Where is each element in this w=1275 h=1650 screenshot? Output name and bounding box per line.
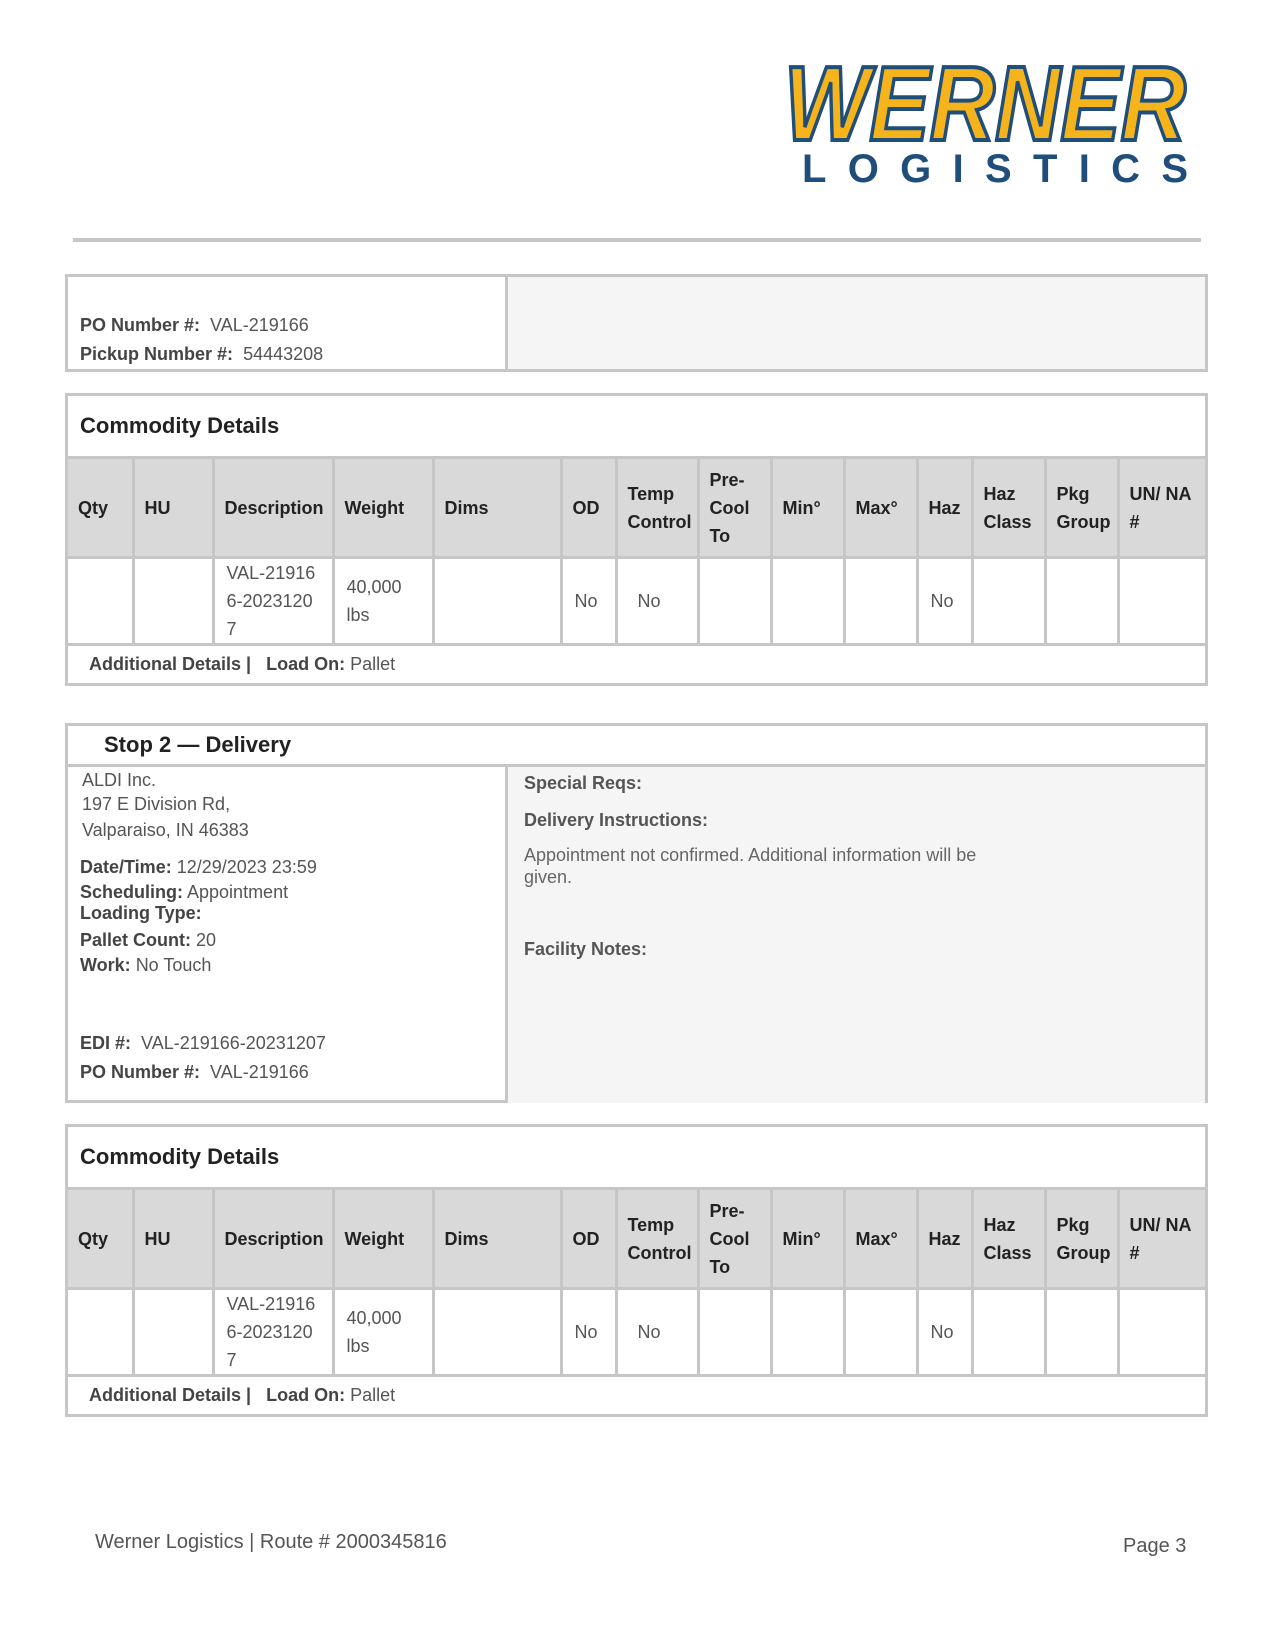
col-header: Weight — [333, 1190, 433, 1289]
werner-logistics-logo — [780, 40, 1195, 190]
commodity-header-row — [68, 1190, 1205, 1289]
commodity-title: Commodity Details — [68, 396, 1205, 459]
po-number-label: PO Number #: — [80, 315, 201, 335]
col-header: Dims — [433, 1190, 561, 1289]
commodity-table — [68, 1190, 1205, 1374]
work-label: Work: — [80, 955, 131, 975]
scheduling-value: Appointment — [187, 882, 289, 902]
un-na-cell — [1118, 558, 1205, 644]
work-row — [80, 955, 211, 976]
col-header: Qty — [68, 1190, 133, 1289]
edi-value: VAL-219166-20231207 — [141, 1033, 326, 1053]
stop-po-label: PO Number #: — [80, 1062, 201, 1082]
svg-text:LOGISTICS: LOGISTICS — [802, 147, 1188, 190]
col-header: UN/ NA # — [1118, 459, 1205, 558]
scheduling-label: Scheduling: — [80, 882, 183, 902]
col-header: OD — [561, 1190, 616, 1289]
col-header: Pre-Cool To — [698, 1190, 771, 1289]
col-header: Min° — [771, 1190, 844, 1289]
col-header: Description — [213, 459, 333, 558]
street-address: 197 E Division Rd, — [82, 794, 231, 814]
col-header: Haz — [917, 459, 972, 558]
header-divider — [73, 238, 1201, 242]
weight-cell: 40,000 lbs — [333, 1289, 433, 1375]
additional-details-label: Additional Details | — [89, 654, 252, 674]
pickup-number-label: Pickup Number #: — [80, 344, 234, 364]
company-name: ALDI Inc. — [82, 770, 157, 790]
col-header: Dims — [433, 459, 561, 558]
table-row — [68, 558, 1205, 644]
col-header: Qty — [68, 459, 133, 558]
stop-po-row — [80, 1062, 309, 1083]
commodity-details-1 — [65, 393, 1208, 686]
haz-cell: No — [917, 1289, 972, 1375]
loading-type-row — [80, 903, 202, 924]
additional-details — [68, 643, 1205, 683]
load-on-value: Pallet — [350, 1385, 396, 1405]
commodity-details-2 — [65, 1124, 1208, 1417]
col-header: Min° — [771, 459, 844, 558]
temp-control-cell: No — [616, 558, 698, 644]
col-header: UN/ NA # — [1118, 1190, 1205, 1289]
max-cell — [844, 558, 917, 644]
description-cell: VAL-219166-20231207 — [213, 1289, 333, 1375]
col-header: Temp Control — [616, 459, 698, 558]
load-on-label: Load On: — [266, 1385, 346, 1405]
page-number: Page 3 — [1123, 1535, 1187, 1557]
special-reqs-label: Special Reqs: — [524, 773, 643, 793]
qty-cell — [68, 558, 133, 644]
commodity-title: Commodity Details — [68, 1127, 1205, 1190]
col-header: OD — [561, 459, 616, 558]
stop-details-left — [68, 767, 508, 1103]
hu-cell — [133, 558, 213, 644]
stop-delivery-block — [65, 723, 1208, 1103]
table-row — [68, 1289, 1205, 1375]
col-header: Haz Class — [972, 1190, 1045, 1289]
haz-class-cell — [972, 1289, 1045, 1375]
col-header: Pkg Group — [1045, 1190, 1118, 1289]
description-cell: VAL-219166-20231207 — [213, 558, 333, 644]
commodity-header-row — [68, 459, 1205, 558]
svg-text:WERNER: WERNER — [784, 45, 1186, 163]
weight-cell: 40,000 lbs — [333, 558, 433, 644]
pkg-group-cell — [1045, 1289, 1118, 1375]
haz-cell: No — [917, 558, 972, 644]
col-header: Pre-Cool To — [698, 459, 771, 558]
min-cell — [771, 558, 844, 644]
work-value: No Touch — [135, 955, 212, 975]
hu-cell — [133, 1289, 213, 1375]
col-header: Temp Control — [616, 1190, 698, 1289]
col-header: Haz — [917, 1190, 972, 1289]
col-header: Weight — [333, 459, 433, 558]
col-header: HU — [133, 1190, 213, 1289]
stop-po-value: VAL-219166 — [210, 1062, 309, 1082]
min-cell — [771, 1289, 844, 1375]
pickup-number-row — [80, 340, 505, 369]
stop-title: Stop 2 — Delivery — [68, 726, 1205, 767]
edi-row — [80, 1033, 326, 1054]
delivery-instructions-label: Delivery Instructions: — [524, 810, 709, 830]
loading-type-label: Loading Type: — [80, 903, 202, 923]
additional-details — [68, 1374, 1205, 1414]
od-cell: No — [561, 1289, 616, 1375]
additional-details-label: Additional Details | — [89, 1385, 252, 1405]
un-na-cell — [1118, 1289, 1205, 1375]
max-cell — [844, 1289, 917, 1375]
col-header: HU — [133, 459, 213, 558]
col-header: Haz Class — [972, 459, 1045, 558]
footer-route: Werner Logistics | Route # 2000345816 — [95, 1531, 447, 1553]
pre-cool-cell — [698, 1289, 771, 1375]
haz-class-cell — [972, 558, 1045, 644]
col-header: Max° — [844, 459, 917, 558]
city-state-zip: Valparaiso, IN 46383 — [82, 820, 249, 840]
po-number-row — [80, 311, 505, 340]
col-header: Max° — [844, 1190, 917, 1289]
datetime-value: 12/29/2023 23:59 — [176, 857, 317, 877]
pallet-count-label: Pallet Count: — [80, 930, 191, 950]
temp-control-cell: No — [616, 1289, 698, 1375]
datetime-row — [80, 857, 317, 878]
qty-cell — [68, 1289, 133, 1375]
po-info-left — [68, 277, 508, 369]
pallet-count-row — [80, 930, 216, 951]
pre-cool-cell — [698, 558, 771, 644]
po-info-block — [65, 274, 1208, 372]
od-cell: No — [561, 558, 616, 644]
stop-details-right — [508, 767, 1205, 1103]
pickup-number-value: 54443208 — [243, 344, 324, 364]
facility-notes-label: Facility Notes: — [524, 939, 648, 959]
po-info-right — [508, 277, 1205, 369]
load-on-label: Load On: — [266, 654, 346, 674]
col-header: Pkg Group — [1045, 459, 1118, 558]
scheduling-row — [80, 882, 288, 903]
pkg-group-cell — [1045, 558, 1118, 644]
col-header: Description — [213, 1190, 333, 1289]
dims-cell — [433, 1289, 561, 1375]
po-number-value: VAL-219166 — [210, 315, 309, 335]
delivery-instructions-text: Appointment not confirmed. Additional information will be given. — [524, 845, 977, 887]
dims-cell — [433, 558, 561, 644]
load-on-value: Pallet — [350, 654, 396, 674]
edi-label: EDI #: — [80, 1033, 132, 1053]
datetime-label: Date/Time: — [80, 857, 172, 877]
pallet-count-value: 20 — [196, 930, 217, 950]
commodity-table — [68, 459, 1205, 643]
